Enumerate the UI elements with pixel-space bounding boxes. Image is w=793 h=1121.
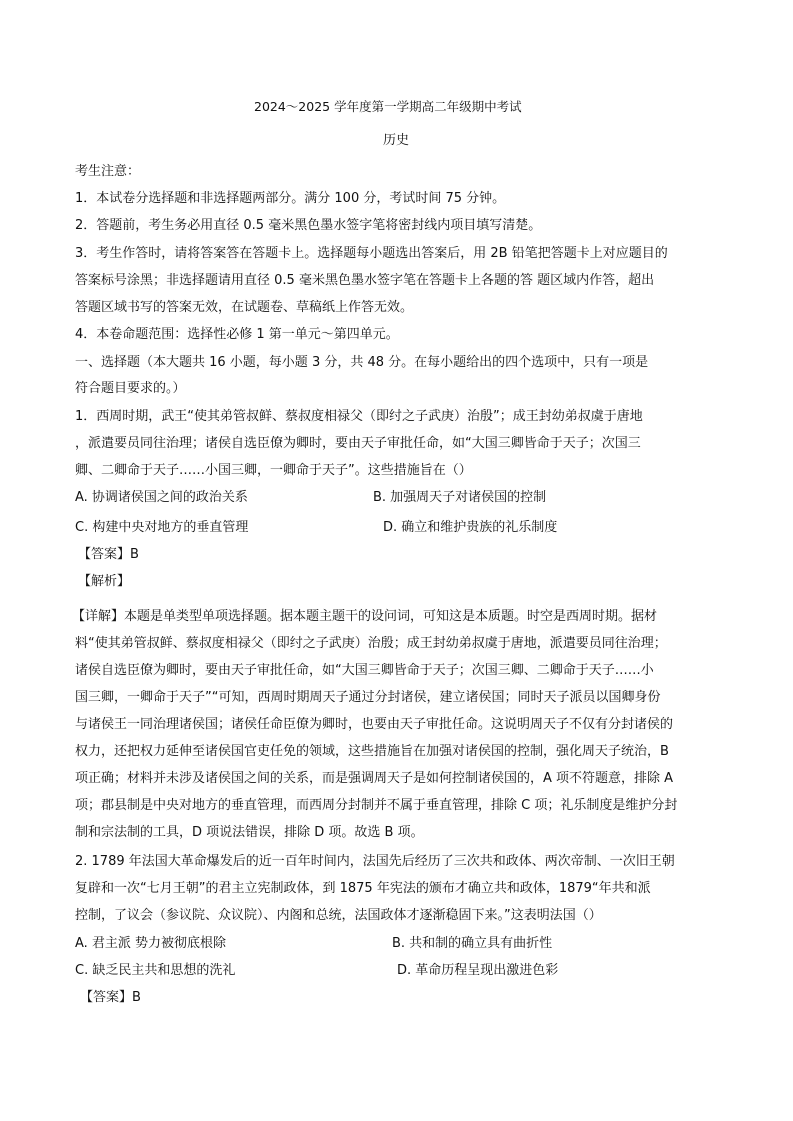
notice-item: 4．本卷命题范围：选择性必修 1 第一单元～第四单元。	[75, 327, 399, 342]
notice-item: 答题区域书写的答案无效，在试题卷、草稿纸上作答无效。	[75, 300, 414, 315]
q2-stem-line: 复辟和一次“七月王朝”的君主立宪制政体，到 1875 年宪法的颁布才确立共和政体，1879“年共和派	[75, 881, 651, 896]
q2-stem-line: 2. 1789 年法国大革命爆发后的近一百年时间内，法国先后经历了三次共和政体、两次帝制、一次旧王朝	[75, 854, 675, 869]
q1-detail-line: 项正确；材料并未涉及诸侯国之间的关系，而是强调周天子是如何控制诸侯国的，A 项不符题意，排除 A	[75, 771, 674, 786]
q2-stem-line: 控制，了议会（参议院、众议院）、内阁和总统，法国政体才逐渐稳固下来。”这表明法国（）	[75, 908, 602, 923]
q2-option-d: D. 革命历程呈现出激进色彩	[397, 963, 559, 978]
q1-analysis-label: 【解析】	[78, 574, 131, 589]
q2-option-b: B. 共和制的确立具有曲折性	[392, 936, 553, 951]
subject-title: 历史	[383, 133, 410, 148]
notice-heading: 考生注意：	[75, 164, 141, 179]
q1-detail-line: 【详解】本题是单类型单项选择题。据本题主题干的设问词，可知这是本质题。时空是西周时期。据材	[72, 609, 658, 624]
q1-option-b: B. 加强周天子对诸侯国的控制	[373, 490, 547, 505]
q1-option-d: D. 确立和维护贵族的礼乐制度	[383, 520, 558, 535]
exam-title: 2024～2025 学年度第一学期高二年级期中考试	[254, 99, 522, 114]
q1-detail-line: 料“使其弟管叔鲜、蔡叔度相禄父（即纣之子武庚）治殷；成王封幼弟叔虞于唐地，派遣要员同往治理；	[75, 636, 667, 651]
q1-detail-line: 国三卿，一卿命于天子”“可知，西周时期周天子通过分封诸侯，建立诸侯国；同时天子派员以国卿身份	[75, 690, 661, 705]
q1-option-c: C. 构建中央对地方的垂直管理	[75, 520, 249, 535]
section-heading: 一、选择题（本大题共 16 小题，每小题 3 分，共 48 分。在每小题给出的四个选项中，只有一项是	[75, 355, 649, 370]
q1-option-a: A. 协调诸侯国之间的政治关系	[75, 490, 248, 505]
q1-detail-line: 与诸侯王一同治理诸侯国；诸侯任命臣僚为卿时，也要由天子审批任命。这说明周天子不仅有分封诸侯的	[75, 717, 674, 732]
q2-option-a: A. 君主派 势力被彻底根除	[75, 936, 227, 951]
q1-stem-line: 卿、二卿命于天子……小国三卿，一卿命于天子”。这些措施旨在（）	[75, 463, 472, 478]
notice-item: 3．考生作答时，请将答案答在答题卡上。选择题每小题选出答案后，用 2B 铅笔把答题卡上对应题目的	[75, 246, 668, 261]
notice-item: 答案标号涂黑；非选择题请用直径 0.5 毫米黑色墨水签字笔在答题卡上各题的答 题区域内作答，超出	[75, 273, 655, 288]
notice-item: 1．本试卷分选择题和非选择题两部分。满分 100 分，考试时间 75 分钟。	[75, 191, 506, 206]
notice-item: 2．答题前，考生务必用直径 0.5 毫米黑色墨水签字笔将密封线内项目填写清楚。	[75, 218, 542, 233]
q1-stem-line: 1．西周时期，武王“使其弟管叔鲜、蔡叔度相禄父（即纣之子武庚）治殷”；成王封幼弟叔虞于唐地	[75, 409, 643, 424]
q2-answer: 【答案】B	[80, 990, 141, 1005]
q2-option-c: C. 缺乏民主共和思想的洗礼	[75, 963, 236, 978]
q1-answer: 【答案】B	[78, 547, 139, 562]
q1-detail-line: 权力，还把权力延伸至诸侯国官吏任免的领域，这些措施旨在加强对诸侯国的控制，强化周天子统治，B	[75, 744, 669, 759]
q1-detail-line: 项；郡县制是中央对地方的垂直管理，而西周分封制并不属于垂直管理，排除 C 项；礼乐制度是维护分封	[75, 798, 678, 813]
q1-detail-line: 诸侯自选臣僚为卿时，要由天子审批任命，如“大国三卿皆命于天子；次国三卿、二卿命于天子……小	[75, 663, 654, 678]
section-heading-cont: 符合题目要求的。）	[75, 381, 186, 396]
q1-stem-line: ，派遣要员同往治理；诸侯自选臣僚为卿时，要由天子审批任命，如“大国三卿皆命于天子；次国三	[75, 436, 641, 451]
q1-detail-line: 制和宗法制的工具，D 项说法错误，排除 D 项。故选 B 项。	[75, 825, 424, 840]
